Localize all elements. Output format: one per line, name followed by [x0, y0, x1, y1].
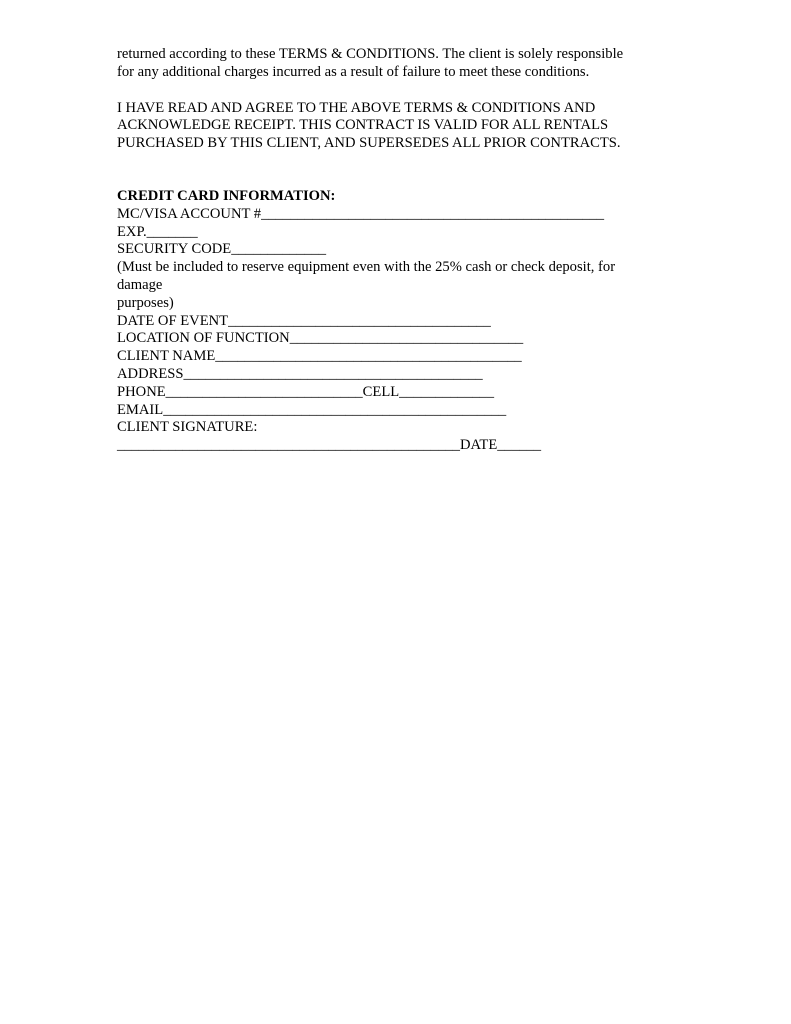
- event-date-field[interactable]: [117, 313, 677, 331]
- account-field[interactable]: [117, 206, 677, 224]
- client-name-label: CLIENT NAME: [117, 348, 216, 365]
- security-code-blank[interactable]: _____________: [231, 241, 327, 258]
- client-name-blank[interactable]: __________________________________________: [215, 348, 522, 365]
- client-signature-label: CLIENT SIGNATURE:: [117, 419, 258, 436]
- exp-field[interactable]: [117, 224, 677, 242]
- exp-label: EXP.: [117, 223, 147, 240]
- agreement-line-2: ACKNOWLEDGE RECEIPT. THIS CONTRACT IS VALID FOR ALL RENTALS: [117, 117, 609, 134]
- address-blank[interactable]: _________________________________________: [183, 365, 483, 382]
- phone-label: PHONE: [117, 383, 166, 400]
- agreement-line-3: PURCHASED BY THIS CLIENT, AND SUPERSEDES ALL PRIOR CONTRACTS.: [117, 135, 621, 152]
- address-field[interactable]: [117, 366, 677, 384]
- address-label: ADDRESS: [117, 365, 184, 382]
- location-label: LOCATION OF FUNCTION: [117, 330, 290, 347]
- signature-date-field[interactable]: [117, 437, 677, 455]
- phone-cell-field[interactable]: [117, 384, 677, 402]
- event-date-label: DATE OF EVENT: [117, 312, 229, 329]
- document-page: [117, 46, 677, 455]
- exp-blank[interactable]: _______: [146, 223, 198, 240]
- terms-line-1: returned according to these TERMS & CONDITIONS. The client is solely responsible: [117, 46, 624, 62]
- signature-blank[interactable]: _______________________________________________: [117, 437, 460, 454]
- credit-card-heading: CREDIT CARD INFORMATION:: [117, 187, 336, 204]
- date-blank[interactable]: ______: [497, 437, 542, 454]
- security-code-label: SECURITY CODE: [117, 241, 232, 258]
- account-label: MC/VISA ACCOUNT #: [117, 205, 262, 222]
- cell-label: CELL: [362, 383, 400, 400]
- security-code-field[interactable]: [117, 241, 677, 259]
- email-field[interactable]: [117, 402, 677, 420]
- email-label: EMAIL: [117, 401, 164, 418]
- event-date-blank[interactable]: ____________________________________: [228, 312, 491, 329]
- terms-line-2: for any additional charges incurred as a result of failure to meet these conditions.: [117, 63, 590, 80]
- note-line-3: purposes): [117, 294, 174, 311]
- note-line-1: (Must be included to reserve equipment even with the 25% cash or check deposit, for: [117, 259, 616, 276]
- account-blank[interactable]: _______________________________________________: [261, 205, 605, 222]
- note-line-2: damage: [117, 276, 163, 293]
- client-name-field[interactable]: [117, 348, 677, 366]
- date-label: DATE: [459, 437, 498, 454]
- location-blank[interactable]: ________________________________: [289, 330, 524, 347]
- phone-blank[interactable]: ___________________________: [165, 383, 363, 400]
- agreement-line-1: I HAVE READ AND AGREE TO THE ABOVE TERMS & CONDITIONS AND: [117, 99, 596, 116]
- email-blank[interactable]: _______________________________________________: [163, 401, 507, 418]
- cell-blank[interactable]: _____________: [399, 383, 495, 400]
- location-field[interactable]: [117, 330, 677, 348]
